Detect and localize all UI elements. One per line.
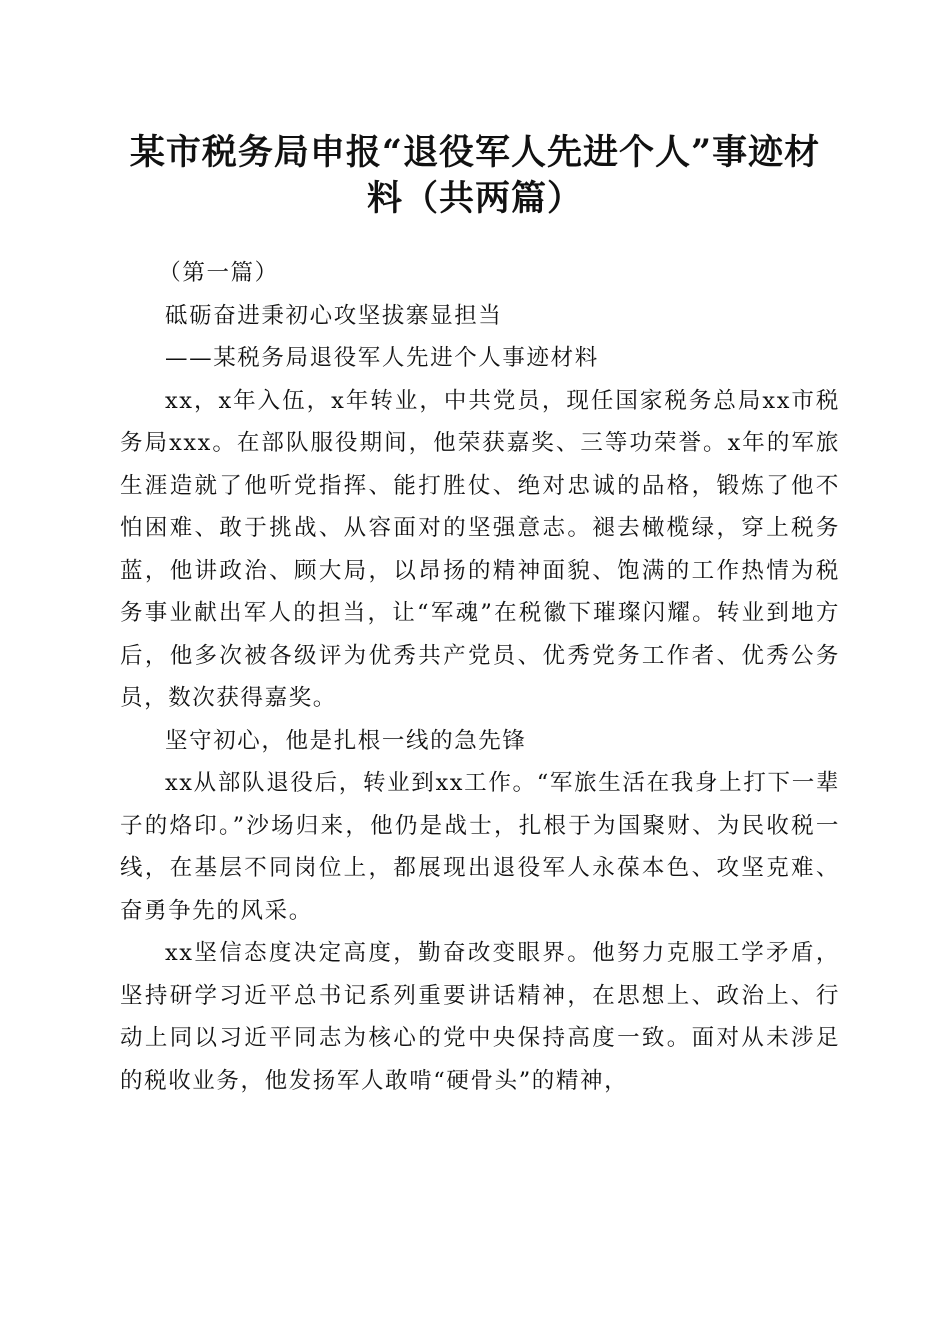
document-title (110, 130, 840, 222)
paragraph-2: xx从部队退役后，转业到xx工作。“军旅生活在我身上打下一辈子的烙印。”沙场归来，他仍是战士，扎根于为国聚财、为民收税一线，在基层不同岗位上，都展现出退役军人永葆本色、攻坚克难、奋勇争先的风采。 (120, 770, 840, 924)
section-label: （第一篇） (158, 260, 279, 286)
title-line-2: 料（共两篇） (366, 178, 583, 219)
subtitle: 砥砺奋进秉初心攻坚拔寨显担当 (165, 302, 503, 329)
document-body (120, 252, 840, 1102)
title-line-1: 某市税务局申报“退役军人先进个人”事迹材 (129, 132, 821, 173)
paragraph-3: xx坚信态度决定高度，勤奋改变眼界。他努力克服工学矛盾，坚持研学习近平总书记系列重要讲话精神，在思想上、政治上、行动上同以习近平同志为核心的党中央保持高度一致。面对从未涉足的税收业务，他发扬军人敢啃“硬骨头”的精神， (120, 940, 840, 1094)
paragraph-1: xx，x年入伍，x年转业，中共党员，现任国家税务总局xx市税务局xxx。在部队服役期间，他荣获嘉奖、三等功荣誉。x年的军旅生涯造就了他听党指挥、能打胜仗、绝对忠诚的品格，锻炼了他不怕困难、敢于挑战、从容面对的坚强意志。褪去橄榄绿，穿上税务蓝，他讲政治、顾大局，以昂扬的精神面貌、饱满的工作热情为税务事业献出军人的担当，让“军魂”在税徽下璀璨闪耀。转业到地方后，他多次被各级评为优秀共产党员、优秀党务工作者、优秀公务员，数次获得嘉奖。 (120, 387, 840, 711)
section-heading: 坚守初心，他是扎根一线的急先锋 (165, 727, 527, 754)
byline: ——某税务局退役军人先进个人事迹材料 (165, 345, 599, 371)
